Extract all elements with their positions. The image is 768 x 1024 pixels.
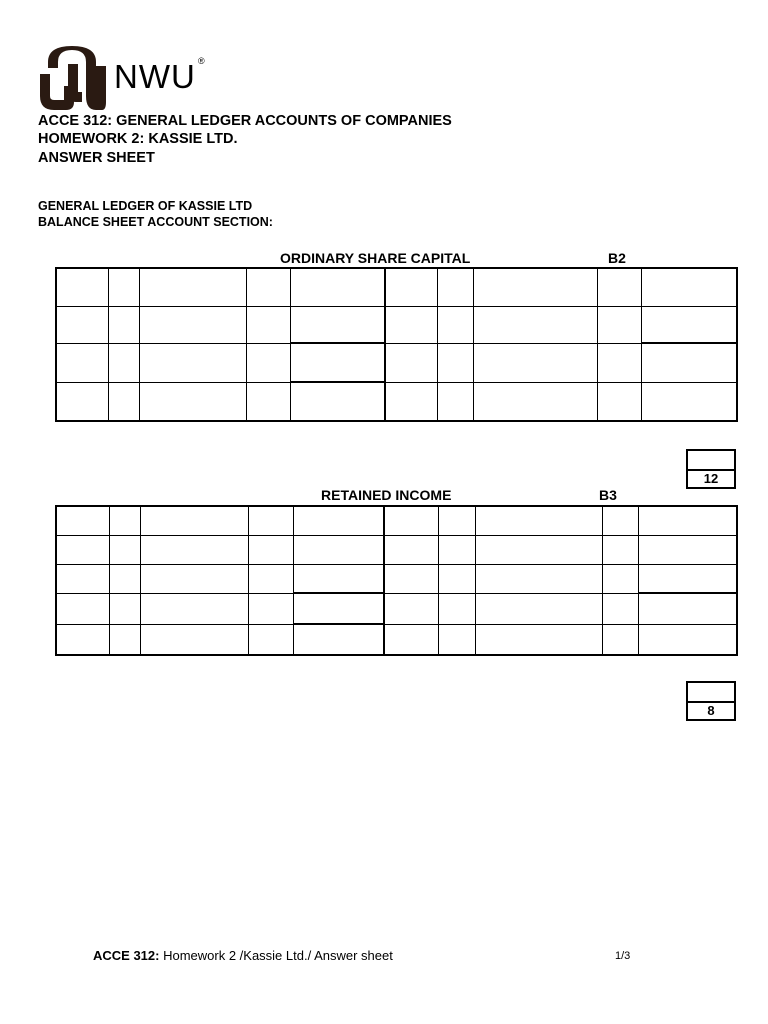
nwu-logo [38,46,218,112]
marks-box-share-capital [686,449,736,489]
debit-details-cell[interactable] [140,535,248,564]
page-number: 1/3 [615,950,631,962]
credit-fol-cell[interactable] [597,382,641,421]
debit-details-cell[interactable] [140,382,247,421]
credit-details-cell[interactable] [475,506,602,535]
debit-fol-cell[interactable] [248,564,293,593]
credit-total-cell[interactable] [638,593,737,624]
credit-day-cell[interactable] [438,593,475,624]
section-heading-2: BALANCE SHEET ACCOUNT SECTION: [38,215,273,229]
marks-box-retained-income [686,681,736,721]
credit-date-cell[interactable] [385,343,438,382]
credit-day-cell[interactable] [438,535,475,564]
registered-mark: ® [198,56,205,66]
credit-day-cell[interactable] [438,306,474,343]
debit-amount-cell[interactable] [293,624,384,655]
credit-details-cell[interactable] [474,382,598,421]
table-row [56,564,737,593]
debit-details-cell[interactable] [140,624,248,655]
debit-date-cell[interactable] [56,624,109,655]
debit-day-cell[interactable] [109,624,140,655]
credit-day-cell[interactable] [438,268,474,306]
ledger-table-retained-income [55,505,738,656]
debit-fol-cell[interactable] [248,506,293,535]
account-code-share-capital: B2 [608,250,626,266]
debit-fol-cell[interactable] [246,268,290,306]
marks-earned-cell[interactable] [688,683,734,703]
table-row [56,535,737,564]
credit-date-cell[interactable] [385,382,438,421]
table-row [56,624,737,655]
debit-amount-cell[interactable] [290,306,385,343]
credit-fol-cell[interactable] [602,624,638,655]
table-row [56,382,737,421]
credit-fol-cell[interactable] [597,306,641,343]
credit-date-cell[interactable] [384,506,438,535]
table-row [56,343,737,382]
credit-fol-cell[interactable] [602,535,638,564]
footer-text: Homework 2 /Kassie Ltd./ Answer sheet [159,948,393,963]
debit-fol-cell[interactable] [248,624,293,655]
account-name-retained-income: RETAINED INCOME [321,487,452,503]
debit-total-cell[interactable] [293,593,384,624]
table-row [56,306,737,343]
debit-details-cell[interactable] [140,564,248,593]
credit-details-cell[interactable] [474,343,598,382]
debit-day-cell[interactable] [109,564,140,593]
debit-amount-cell[interactable] [290,382,385,421]
credit-amount-cell[interactable] [638,564,737,593]
debit-date-cell[interactable] [56,306,109,343]
credit-amount-cell[interactable] [641,268,737,306]
logo-text: NWU [114,58,196,95]
credit-fol-cell[interactable] [597,343,641,382]
credit-details-cell[interactable] [475,593,602,624]
marks-total-value: 8 [707,703,715,718]
table-row [56,506,737,535]
debit-date-cell[interactable] [56,382,109,421]
marks-earned-cell[interactable] [688,451,734,471]
debit-date-cell[interactable] [56,343,109,382]
debit-day-cell[interactable] [109,343,140,382]
section-heading-1: GENERAL LEDGER OF KASSIE LTD [38,199,253,213]
credit-day-cell[interactable] [438,564,475,593]
debit-fol-cell[interactable] [246,306,290,343]
credit-details-cell[interactable] [475,535,602,564]
credit-day-cell[interactable] [438,343,474,382]
debit-day-cell[interactable] [109,506,140,535]
debit-amount-cell[interactable] [293,506,384,535]
debit-details-cell[interactable] [140,268,247,306]
debit-amount-cell[interactable] [290,268,385,306]
table-row [56,593,737,624]
debit-fol-cell[interactable] [248,593,293,624]
credit-date-cell[interactable] [385,306,438,343]
debit-day-cell[interactable] [109,306,140,343]
credit-date-cell[interactable] [384,593,438,624]
credit-amount-cell[interactable] [638,624,737,655]
credit-date-cell[interactable] [384,564,438,593]
page-footer [93,948,393,963]
credit-date-cell[interactable] [384,624,438,655]
debit-day-cell[interactable] [109,382,140,421]
credit-fol-cell[interactable] [602,593,638,624]
nwu-emblem-icon [38,46,108,112]
debit-day-cell[interactable] [109,268,140,306]
debit-fol-cell[interactable] [248,535,293,564]
credit-fol-cell[interactable] [597,268,641,306]
debit-date-cell[interactable] [56,593,109,624]
credit-amount-cell[interactable] [641,382,737,421]
credit-fol-cell[interactable] [602,506,638,535]
credit-day-cell[interactable] [438,624,475,655]
debit-fol-cell[interactable] [246,343,290,382]
account-name-share-capital: ORDINARY SHARE CAPITAL [280,250,471,266]
debit-amount-cell[interactable] [293,535,384,564]
debit-date-cell[interactable] [56,564,109,593]
credit-day-cell[interactable] [438,506,475,535]
table-row [56,268,737,306]
credit-total-cell[interactable] [641,343,737,382]
credit-date-cell[interactable] [385,268,438,306]
credit-day-cell[interactable] [438,382,474,421]
credit-fol-cell[interactable] [602,564,638,593]
credit-details-cell[interactable] [475,564,602,593]
credit-date-cell[interactable] [384,535,438,564]
debit-date-cell[interactable] [56,535,109,564]
footer-course: ACCE 312: [93,948,160,963]
debit-day-cell[interactable] [109,593,140,624]
account-code-retained-income: B3 [599,487,617,503]
marks-total-value: 12 [703,471,719,486]
doc-title-line-1: ACCE 312: GENERAL LEDGER ACCOUNTS OF COMPANIES [38,113,452,129]
doc-title-line-3: ANSWER SHEET [38,150,155,166]
ledger-table-share-capital [55,267,738,422]
debit-day-cell[interactable] [109,535,140,564]
debit-details-cell[interactable] [140,343,247,382]
credit-details-cell[interactable] [474,306,598,343]
credit-details-cell[interactable] [474,268,598,306]
debit-date-cell[interactable] [56,268,109,306]
credit-amount-cell[interactable] [641,306,737,343]
debit-amount-cell[interactable] [293,564,384,593]
credit-amount-cell[interactable] [638,506,737,535]
debit-total-cell[interactable] [290,343,385,382]
debit-details-cell[interactable] [140,306,247,343]
credit-amount-cell[interactable] [638,535,737,564]
debit-date-cell[interactable] [56,506,109,535]
doc-title-line-2: HOMEWORK 2: KASSIE LTD. [38,131,238,147]
credit-details-cell[interactable] [475,624,602,655]
debit-details-cell[interactable] [140,593,248,624]
debit-details-cell[interactable] [140,506,248,535]
debit-fol-cell[interactable] [246,382,290,421]
